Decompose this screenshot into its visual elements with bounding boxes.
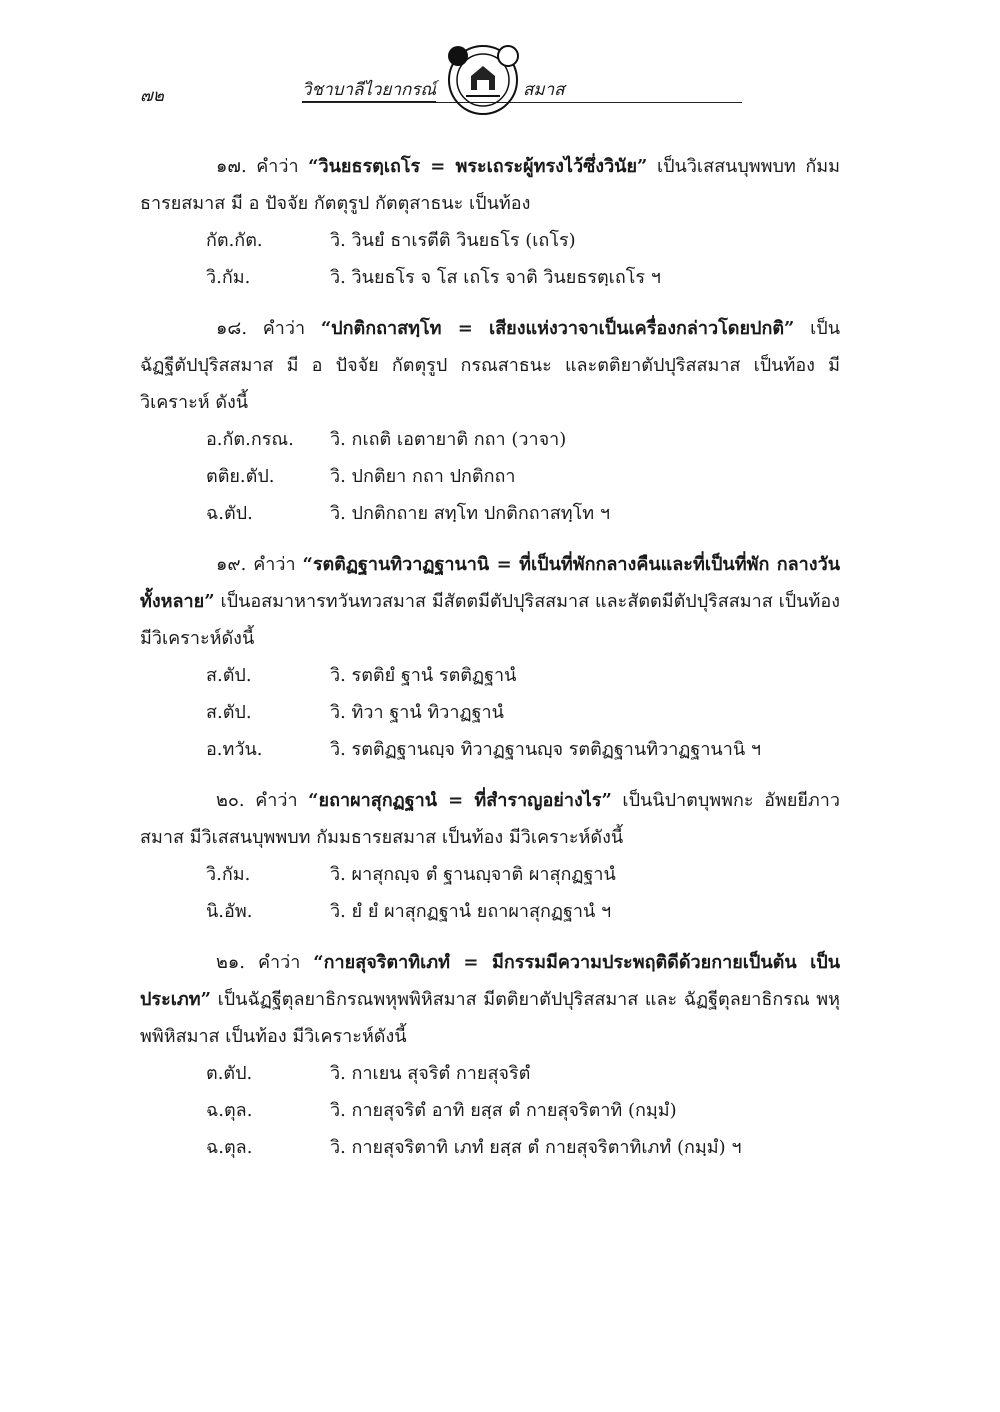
section-term: “ปกติกถาสทฺโท = เสียงแห่งวาจาเป็นเครื่องกล่าวโดยปกติ” <box>320 318 795 339</box>
section-description: เป็นวิเสสนบุพพบท กัมมธารยสมาส มี อ ปัจจัย กัตตุรูป กัตตุสาธนะ เป็นท้อง <box>140 156 840 214</box>
section-intro: คำว่า <box>255 790 298 811</box>
section-20 <box>140 782 840 930</box>
analysis-text: วิ. กายสุจริตํ อาทิ ยสฺส ตํ กายสุจริตาทิ (กมฺมํ) <box>330 1100 677 1121</box>
analysis-row <box>140 259 840 296</box>
analysis-row <box>140 1055 840 1092</box>
section-term: “รตติฏฐานทิวาฏฐานานิ = ที่เป็นที่พักกลางคืนและที่เป็นที่พัก กลางวันทั้งหลาย” <box>140 554 840 612</box>
section-intro: คำว่า <box>257 952 301 973</box>
section-21 <box>140 944 840 1166</box>
analysis-row <box>140 694 840 731</box>
analysis-text: วิ. ปกติกถาย สทฺโท ปกติกถาสทฺโท ฯ <box>330 503 610 524</box>
analysis-abbreviation: ส.ตัป. <box>206 665 252 686</box>
analysis-abbreviation: วิ.กัม. <box>206 864 251 885</box>
analysis-abbreviation: ฉ.ตุล. <box>206 1100 253 1121</box>
analysis-text: วิ. รตติฏฐานญฺจ ทิวาฏฐานญฺจ รตติฏฐานทิวาฏฐานานิ ฯ <box>330 739 761 760</box>
analysis-row <box>140 421 840 458</box>
analysis-abbreviation: ฉ.ตัป. <box>206 503 253 524</box>
section-paragraph <box>140 148 840 222</box>
section-term: “กายสุจริตาทิเภทํ = มีกรรมมีความประพฤติดีด้วยกายเป็นต้น เป็นประเภท” <box>140 952 840 1010</box>
section-19 <box>140 546 840 768</box>
section-paragraph <box>140 944 840 1055</box>
analysis-abbreviation: วิ.กัม. <box>206 267 251 288</box>
analysis-text: วิ. กเถติ เอตายาติ กถา (วาจา) <box>330 429 567 450</box>
analysis-abbreviation: ส.ตัป. <box>206 702 252 723</box>
analysis-row <box>140 222 840 259</box>
section-paragraph <box>140 782 840 856</box>
header-title-left: วิชาบาลีไวยากรณ์ <box>302 80 437 100</box>
analysis-row <box>140 856 840 893</box>
page-header <box>140 38 860 138</box>
institution-emblem-icon <box>438 38 528 128</box>
analysis-text: วิ. วินยํ ธาเรตีติ วินยธโร (เถโร) <box>330 230 576 251</box>
section-number: ๑๘. <box>216 318 248 339</box>
analysis-text: วิ. รตติยํ ฐานํ รตติฏฐานํ <box>330 665 517 686</box>
section-term: “วินยธรตฺเถโร = พระเถระผู้ทรงไว้ซึ่งวินัย” <box>308 156 648 177</box>
analysis-row <box>140 657 840 694</box>
analysis-text: วิ. ทิวา ฐานํ ทิวาฏฐานํ <box>330 702 504 723</box>
section-18 <box>140 310 840 532</box>
analysis-text: วิ. ปกติยา กถา ปกติกถา <box>330 466 516 487</box>
header-title-right: สมาส <box>523 80 565 100</box>
section-paragraph <box>140 546 840 657</box>
analysis-abbreviation: ตติย.ตัป. <box>206 466 275 487</box>
section-description: เป็น ฉัฏฐีตัปปุริสสมาส มี อ ปัจจัย กัตตุรูป กรณสาธนะ และตติยาตัปปุริสสมาส เป็นท้อง มีวิเคราะห์ ดังนี้ <box>140 318 840 413</box>
analysis-text: วิ. ผาสุกญฺจ ตํ ฐานญฺจาติ ผาสุกฏฐานํ <box>330 864 616 885</box>
section-intro: คำว่า <box>262 318 306 339</box>
section-intro: คำว่า <box>253 554 296 575</box>
document-body <box>140 148 840 1180</box>
analysis-row <box>140 458 840 495</box>
analysis-abbreviation: อ.ทวัน. <box>206 739 263 760</box>
section-17 <box>140 148 840 296</box>
analysis-abbreviation: กัต.กัต. <box>206 230 263 251</box>
analysis-row <box>140 893 840 930</box>
section-paragraph <box>140 310 840 421</box>
page-number: ๗๒ <box>140 86 164 106</box>
analysis-row <box>140 1129 840 1166</box>
analysis-row <box>140 495 840 532</box>
analysis-row <box>140 731 840 768</box>
analysis-text: วิ. วินยธโร จ โส เถโร จาติ วินยธรตฺเถโร ฯ <box>330 267 661 288</box>
section-description: เป็นฉัฏฐีตุลยาธิกรณพหุพพิหิสมาส มีตติยาตัปปุริสสมาส และ ฉัฏฐีตุลยาธิกรณ พหุพพิหิสมาส เป็นท้อง มีวิเคราะห์ดังนี้ <box>140 989 840 1047</box>
section-number: ๒๑. <box>216 952 246 973</box>
section-intro: คำว่า <box>256 156 299 177</box>
section-description: เป็นนิปาตบุพพกะ อัพยยีภาวสมาส มีวิเสสนบุพพบท กัมมธารยสมาส เป็นท้อง มีวิเคราะห์ดังนี้ <box>140 790 840 848</box>
section-description: เป็นอสมาหารทวันทวสมาส มีสัตตมีตัปปุริสสมาส และสัตตมีตัปปุริสสมาส เป็นท้อง มีวิเคราะห์ดังนี้ <box>140 591 840 649</box>
analysis-text: วิ. ยํ ยํ ผาสุกฏฐานํ ยถาผาสุกฏฐานํ ฯ <box>330 901 612 922</box>
analysis-abbreviation: นิ.อัพ. <box>206 901 253 922</box>
analysis-abbreviation: ต.ตัป. <box>206 1063 253 1084</box>
section-term: “ยถาผาสุกฏฐานํ = ที่สำราญอย่างไร” <box>308 790 612 811</box>
analysis-abbreviation: ฉ.ตุล. <box>206 1137 253 1158</box>
analysis-text: วิ. กาเยน สุจริตํ กายสุจริตํ <box>330 1063 531 1084</box>
analysis-text: วิ. กายสุจริตาทิ เภทํ ยสฺส ตํ กายสุจริตาทิเภทํ (กมฺมํ) ฯ <box>330 1137 742 1158</box>
section-number: ๑๙. <box>216 554 247 575</box>
analysis-row <box>140 1092 840 1129</box>
section-number: ๑๗. <box>216 156 247 177</box>
analysis-abbreviation: อ.กัต.กรณ. <box>206 429 294 450</box>
section-number: ๒๐. <box>216 790 245 811</box>
